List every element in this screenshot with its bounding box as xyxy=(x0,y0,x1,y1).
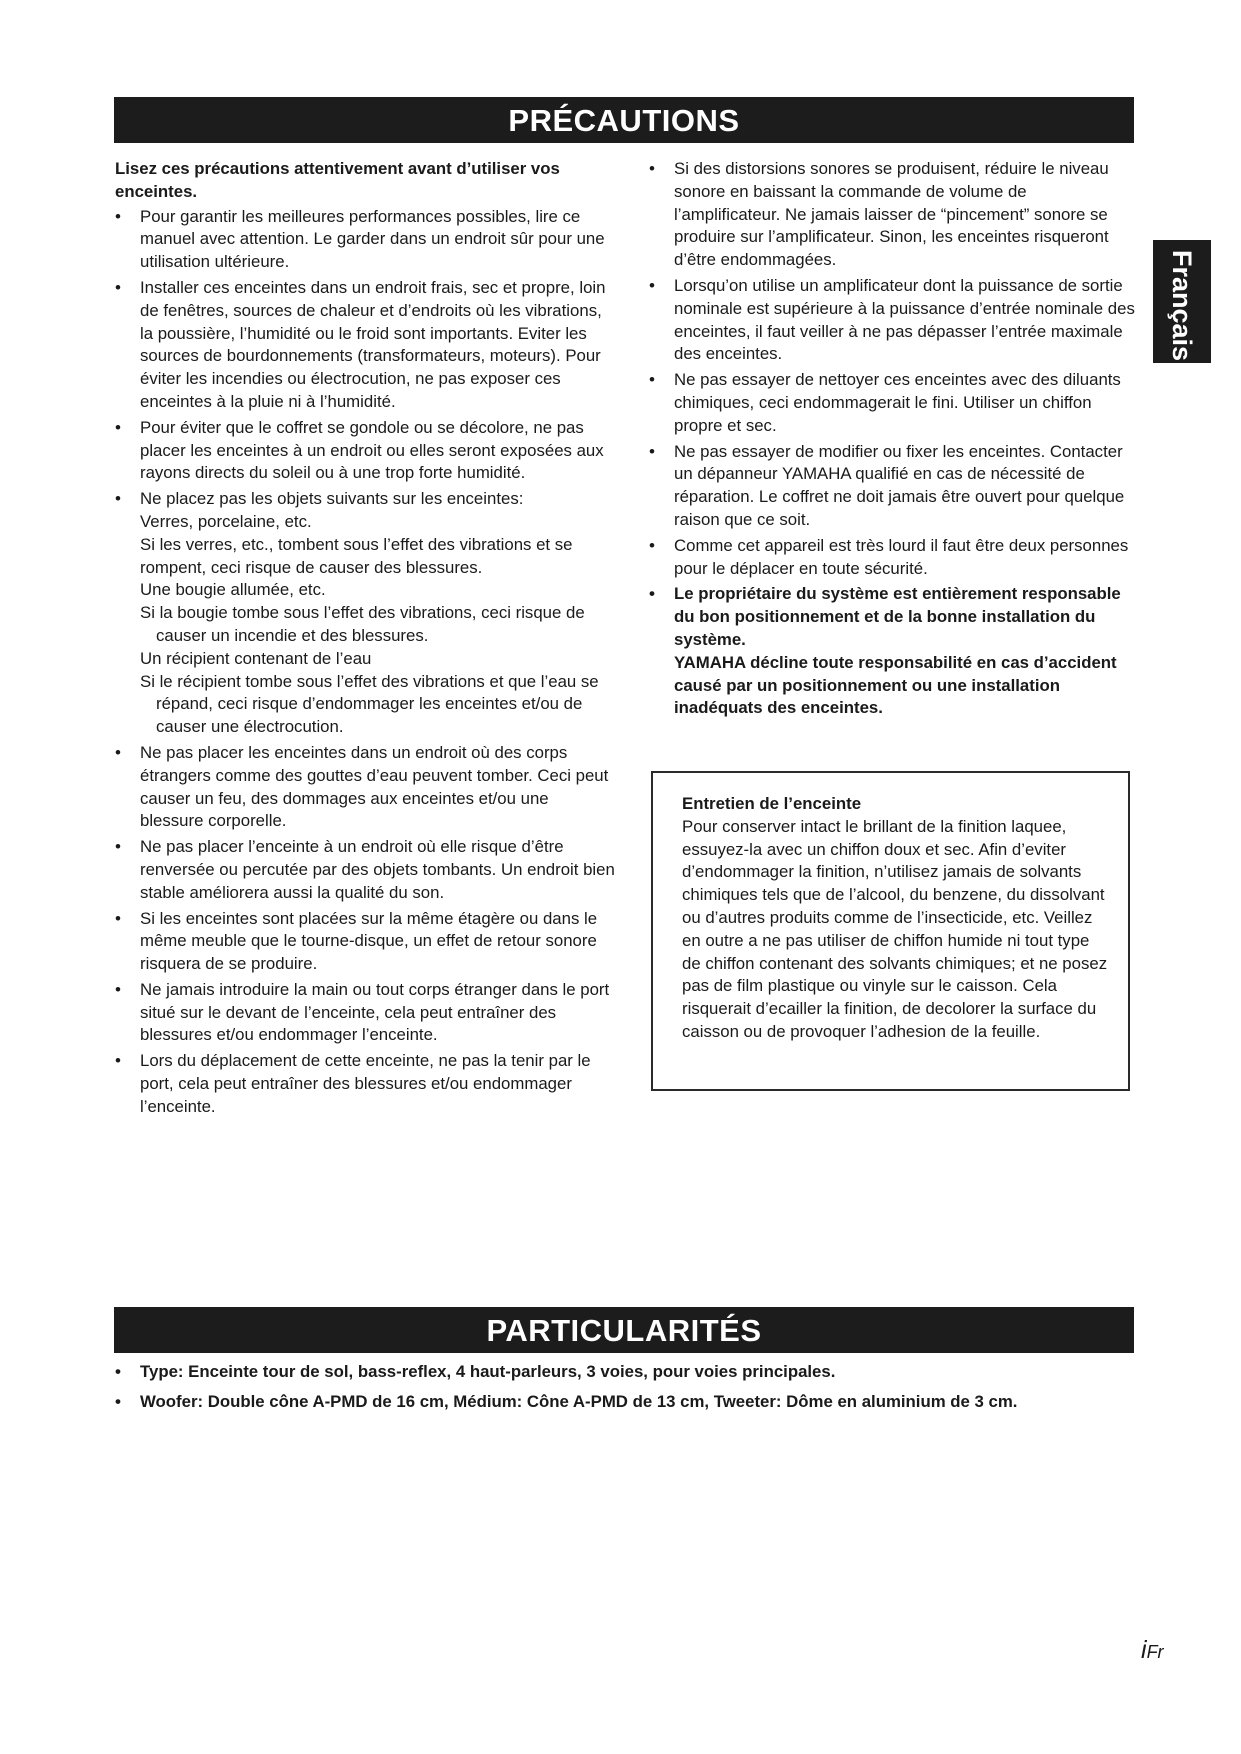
maintenance-title: Entretien de l’enceinte xyxy=(682,794,862,813)
sub-item-effect xyxy=(140,671,615,739)
list-item: • Pour garantir les meilleures performances possibles, lire ce manuel avec attention. Le garder dans un endroit sûr pour une utilisation ultérieure. xyxy=(115,206,615,274)
list-item: • Si des distorsions sonores se produisent, réduire le niveau sonore en baissant la commande de volume de l’amplificateur. Ne jamais laisser de “pincement” sonore se produire sur l’amplificateur. Sinon, les enceintes risqueront d’être endommagées. xyxy=(649,158,1135,272)
sub-item: Verres, porcelaine, etc. xyxy=(140,511,312,531)
precautions-intro: Lisez ces précautions attentivement avant d’utiliser vos enceintes. xyxy=(115,159,560,201)
sub-item: Une bougie allumée, etc. xyxy=(140,580,326,600)
feature-item: • Type: Enceinte tour de sol, bass-reflex, 4 haut-parleurs, 3 voies, pour voies principales. xyxy=(115,1361,1135,1383)
list-item: • Comme cet appareil est très lourd il faut être deux personnes pour le déplacer en toute sécurité. xyxy=(649,535,1135,581)
sub-item-effect xyxy=(140,602,615,648)
maintenance-body: Pour conserver intact le brillant de la finition laquee, essuyez-la avec un chiffon doux et sec. Afin d’eviter d’endommager la finition, n’utilisez jamais de solvants chimiques tels que de l’alcool, du benzene, du dissolvant ou d’autres produits comme de l’insecticide, etc. Veillez en outre a ne pas utiliser de chiffon humide ni tout type de chiffon contenant des solvants chimiques; et ne posez pas de film plastique ou vinyle sur le caisson. Cela risquerait d’ecailler la finition, de decolorer la surface du caisson ou de provoquer l’adhesion de la feuille. xyxy=(682,816,1108,1041)
language-tab-label: Français xyxy=(1167,250,1197,362)
page-number xyxy=(1141,1636,1164,1665)
list-item: • Lors du déplacement de cette enceinte, ne pas la tenir par le port, cela peut entraîner des blessures et/ou endommager l’enceinte. xyxy=(115,1050,615,1118)
sub-item: Un récipient contenant de l’eau xyxy=(140,648,372,668)
list-item xyxy=(115,488,615,739)
yamaha-disclaimer-text: YAMAHA décline toute responsabilité en cas d’accident causé par un positionnement ou une installation inadéquats des enceintes. xyxy=(674,652,1117,718)
precautions-right-column xyxy=(649,158,1135,723)
features-heading: PARTICULARITÉS xyxy=(114,1307,1134,1353)
liability-item xyxy=(649,583,1135,720)
list-item: • Ne pas essayer de modifier ou fixer les enceintes. Contacter un dépanneur YAMAHA qualifié en cas de nécessité de réparation. Le coffret ne doit jamais être ouvert pour quelque raison que ce soit. xyxy=(649,441,1135,532)
precautions-left-column xyxy=(115,158,615,1122)
list-item: • Lorsqu’on utilise un amplificateur dont la puissance de sortie nominale est supérieure à la puissance d’entrée nominale des enceintes, il faut veiller à ne pas dépasser l’entrée maximale des enceintes. xyxy=(649,275,1135,366)
owner-responsibility-text: • Le propriétaire du système est entièrement responsable du bon positionnement et de la bonne installation du système. xyxy=(674,584,1121,649)
precautions-list-right xyxy=(649,158,1135,720)
list-item: • Si les enceintes sont placées sur la même étagère ou dans le même meuble que le tourne-disque, un effet de retour sonore risquera de se produire. xyxy=(115,908,615,976)
precautions-heading: PRÉCAUTIONS xyxy=(114,97,1134,143)
page-number-value: i xyxy=(1141,1636,1147,1664)
features-list xyxy=(115,1361,1135,1421)
list-item-intro: • Ne placez pas les objets suivants sur les enceintes: xyxy=(140,489,524,509)
list-item: • Pour éviter que le coffret se gondole ou se décolore, ne pas placer les enceintes à un endroit ou elles seront exposées aux rayons directs du soleil ou à une trop forte humidité. xyxy=(115,417,615,485)
sub-item-effect-text: Si la bougie tombe sous l’effet des vibrations, ceci risque de causer un incendie et des blessures. xyxy=(140,603,585,645)
sub-item-effect-text: Si le récipient tombe sous l’effet des vibrations et que l’eau se répand, ceci risque d’endommager les enceintes et/ou de causer une électrocution. xyxy=(140,671,599,737)
maintenance-box xyxy=(651,771,1130,1091)
list-item: • Ne pas placer les enceintes dans un endroit où des corps étrangers comme des gouttes d’eau peuvent tomber. Ceci peut causer un feu, des dommages aux enceintes et/ou une blessure corporelle. xyxy=(115,742,615,833)
precautions-list-left xyxy=(115,206,615,1119)
list-item: • Ne pas placer l’enceinte à un endroit où elle risque d’être renversée ou percutée par des objets tombants. Un endroit bien stable améliorera aussi la qualité du son. xyxy=(115,836,615,904)
sub-item-effect: Si les verres, etc., tombent sous l’effet des vibrations et se rompent, ceci risque de causer des blessures. xyxy=(140,534,573,577)
list-item: • Installer ces enceintes dans un endroit frais, sec et propre, loin de fenêtres, sources de chaleur et d’endroits où les vibrations, la poussière, l’humidité ou le froid sont importants. Eviter les sources de bourdonnements (transformateurs, moteurs). Pour éviter les incendies ou électrocution, ne pas exposer ces enceintes à la pluie ni à l’humidité. xyxy=(115,277,615,414)
list-item: • Ne pas essayer de nettoyer ces enceintes avec des diluants chimiques, ceci endommagerait le fini. Utiliser un chiffon propre et sec. xyxy=(649,369,1135,437)
language-tab xyxy=(1153,240,1211,363)
page-language-code: Fr xyxy=(1146,1642,1164,1662)
feature-item: • Woofer: Double cône A-PMD de 16 cm, Médium: Cône A-PMD de 13 cm, Tweeter: Dôme en aluminium de 3 cm. xyxy=(115,1391,1135,1413)
list-item: • Ne jamais introduire la main ou tout corps étranger dans le port situé sur le devant de l’enceinte, cela peut entraîner des blessures et/ou endommager l’enceinte. xyxy=(115,979,615,1047)
